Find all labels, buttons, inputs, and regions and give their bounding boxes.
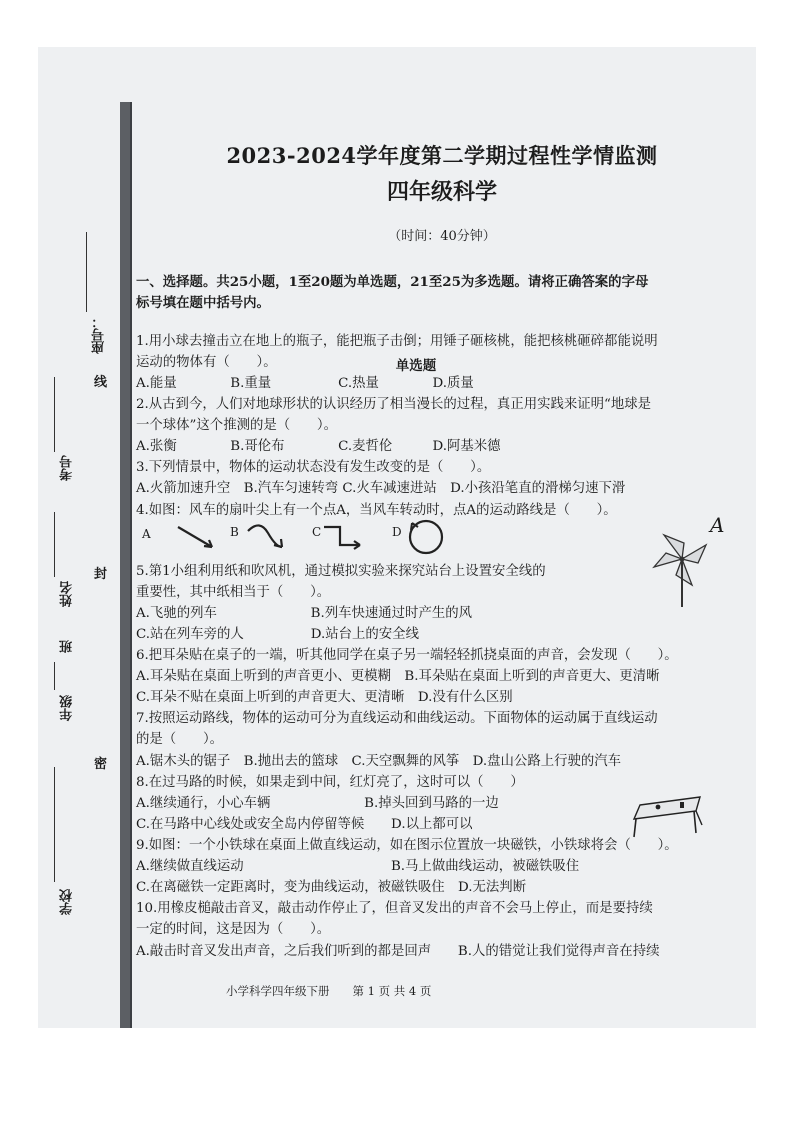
exam-no-label: 考号 [60, 455, 75, 481]
q4-option-d-label: D [392, 525, 402, 539]
question-line: 7.按照运动路线，物体的运动可分为直线运动和曲线运动。下面物体的运动属于直线运动 [136, 711, 658, 726]
seat-underline [86, 232, 87, 312]
question-line: 5.第1小组利用纸和吹风机，通过模拟实验来探究站台上设置安全线的 [136, 564, 546, 579]
question-line: 2.从古到今，人们对地球形状的认识经历了相当漫长的过程，真正用实践来证明“地球是 [136, 397, 652, 412]
question-line: A.锯木头的锯子 B.抛出去的篮球 C.天空飘舞的风筝 D.盘山公路上行驶的汽车 [136, 754, 622, 769]
page-footer: 小学科学四年级下册 第 1 页 共 4 页 [226, 984, 432, 998]
q4-option-b-label: B [230, 525, 239, 539]
fold-line-mark: 线 [94, 375, 108, 390]
question-line: C.耳朵不贴在桌面上听到的声音更大、更清晰 D.没有什么区别 [136, 690, 513, 705]
question-line: A.继续做直线运动 B.马上做曲线运动，被磁铁吸住 [136, 859, 580, 874]
question-line: 8.在过马路的时候，如果走到中间，红灯亮了，这时可以（ ） [136, 775, 524, 790]
question-line: 1.用小球去撞击立在地上的瓶子，能把瓶子击倒；用锤子砸核桃，能把核桃砸碎都能说明 [136, 334, 658, 349]
seat-label: 座号： [92, 315, 107, 354]
question-line: 重要性，其中纸相当于（ ）。 [136, 585, 331, 600]
question-line: 一定的时间，这是因为（ ）。 [136, 922, 331, 937]
question-line: A.耳朵贴在桌面上听到的声音更小、更模糊 B.耳朵贴在桌面上听到的声音更大、更清晰 [136, 669, 660, 684]
question-line: C.在离磁铁一定距离时，变为曲线运动，被磁铁吸住 D.无法判断 [136, 880, 527, 895]
question-line: 的是（ ）。 [136, 732, 224, 747]
question-line: 运动的物体有（ ）。 [136, 355, 277, 370]
fold-seal-mark: 封 [94, 567, 108, 582]
q4-option-c-label: C [312, 525, 322, 539]
question-line: A.张衡 B.哥伦布 C.麦哲伦 D.阿基米德 [136, 439, 501, 454]
class-suffix-label: 班 [60, 640, 75, 653]
question-line: 4.如图：风车的扇叶尖上有一个点A，当风车转动时，点A的运动路线是（ ）。 [136, 503, 617, 518]
q4-option-d-path [402, 517, 448, 557]
school-underline [54, 767, 55, 882]
question-line: 3.下列情景中，物体的运动状态没有发生改变的是（ ）。 [136, 460, 491, 475]
question-line: A.敲击时音叉发出声音，之后我们听到的都是回声 B.人的错觉让我们觉得声音在持续 [136, 944, 660, 959]
question-line: A.飞驰的列车 B.列车快速通过时产生的风 [136, 606, 473, 621]
name-label: 姓名 [60, 581, 75, 607]
question-line: 6.把耳朵贴在桌子的一端，听其他同学在桌子另一端轻轻抓挠桌面的声音，会发现（ ）。 [136, 648, 678, 663]
name-underline [54, 512, 55, 577]
q4-option-c-path [322, 521, 366, 553]
question-line: A.能量 B.重量 C.热量 D.质量 [136, 376, 474, 391]
exam-time: （时间：40分钟） [388, 229, 496, 244]
table-ball-figure [626, 791, 710, 841]
binding-strip [120, 102, 132, 1028]
section-title: 单选题 [395, 358, 437, 374]
question-line: C.在马路中心线处或安全岛内停留等候 D.以上都可以 [136, 817, 473, 832]
q4-option-a-path [176, 523, 218, 553]
class-underline [54, 662, 55, 690]
fold-secret-mark: 密 [94, 757, 108, 772]
binding-margin [38, 47, 122, 1028]
q4-option-b-path [246, 521, 286, 553]
q4-option-a-label: A [142, 527, 151, 541]
class-prefix-label: 年级 [60, 695, 75, 721]
exam-page-photo [38, 47, 756, 1028]
question-line: 一个球体”这个推测的是（ ）。 [136, 418, 338, 433]
question-line: C.站在列车旁的人 D.站台上的安全线 [136, 627, 419, 642]
instruction-line: 一、选择题。共25小题，1至20题为单选题，21至25为多选题。请将正确答案的字母 [136, 274, 649, 290]
exam-no-underline [54, 377, 55, 452]
school-label: 学校 [60, 889, 75, 915]
question-line: 9.如图：一个小铁球在桌面上做直线运动，如在图示位置放一块磁铁，小铁球将会（ ）。 [136, 838, 678, 853]
instruction-line: 标号填在题中括号内。 [136, 295, 270, 311]
question-line: A.继续通行，小心车辆 B.掉头回到马路的一边 [136, 796, 499, 811]
exam-content [136, 47, 748, 1028]
pinwheel-point-label: A [710, 513, 725, 537]
question-line: A.火箭加速升空 B.汽车匀速转弯 C.火车减速进站 D.小孩沿笔直的滑梯匀速下滑 [136, 481, 626, 496]
question-line: 10.用橡皮槌敲击音叉，敲击动作停止了，但音叉发出的声音不会马上停止，而是要持续 [136, 901, 653, 916]
exam-subtitle: 四年级科学 [386, 179, 497, 205]
exam-title: 2023-2024学年度第二学期过程性学情监测 [226, 143, 658, 168]
